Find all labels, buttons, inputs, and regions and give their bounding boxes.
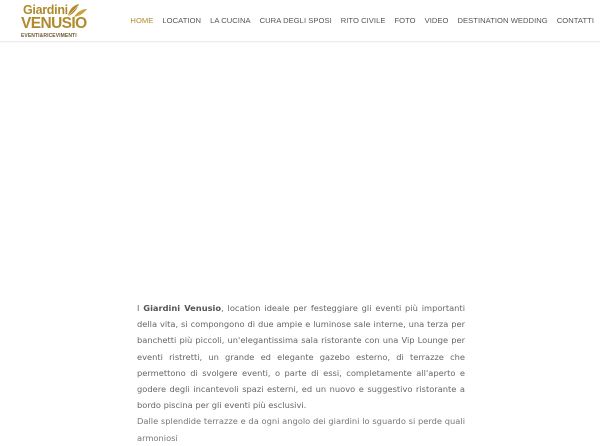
nav-contatti[interactable]: CONTATTI: [556, 16, 594, 25]
nav-la-cucina[interactable]: LA CUCINA: [210, 16, 251, 25]
nav-video[interactable]: VIDEO: [424, 16, 449, 25]
site-header: [0, 0, 600, 42]
logo-line-venusio: VENUSIO: [21, 15, 87, 32]
intro-body: , location ideale per festeggiare gli eventi più importanti della vita, si compongono di due ampie e luminose sale interne, una terza per banchetti più piccoli, un'elegantissima sala ristorante con una Vip Lounge per eventi ristretti, un grande ed elegante gazebo esterno, di terrazze che permettono di svolgere eventi, o parte di essi, completamente all'aperto e godere degli incantevoli spazi esterni, ed un nuovo e suggestivo ristorante a bordo piscina per gli eventi più esclusivi.: [137, 303, 465, 411]
brand-name: Giardini Venusio: [143, 303, 222, 313]
next-paragraph-partial: Dalle splendide terrazze e da ogni angolo dei giardini lo sguardo si perde quali armoniosi: [137, 416, 465, 443]
logo-line-giardini: Giardini: [23, 3, 68, 17]
intro-paragraph: [137, 300, 465, 413]
nav-foto[interactable]: FOTO: [394, 16, 416, 25]
nav-cura-degli-sposi[interactable]: CURA DEGLI SPOSI: [259, 16, 332, 25]
logo-tagline: EVENTI&RICEVIMENTI: [21, 33, 77, 39]
intro-prefix: I: [137, 303, 144, 313]
intro-text: [137, 300, 465, 446]
main-navigation: [126, 0, 600, 42]
nav-home[interactable]: HOME: [130, 16, 154, 25]
nav-rito-civile[interactable]: RITO CIVILE: [340, 16, 386, 25]
nav-location[interactable]: LOCATION: [162, 16, 202, 25]
site-logo[interactable]: [21, 2, 87, 40]
nav-destination-wedding[interactable]: DESTINATION WEDDING: [457, 16, 548, 25]
